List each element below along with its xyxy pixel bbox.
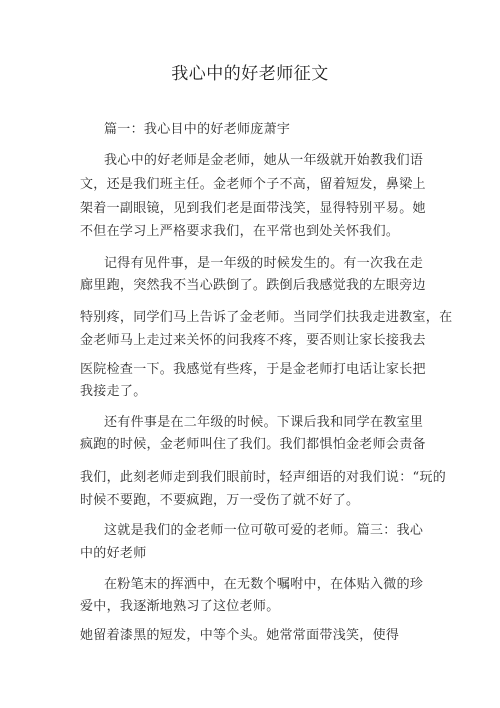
paragraph-line: 这就是我们的金老师一位可敬可爱的老师。篇三：我心	[104, 523, 424, 538]
paragraph-line: 特别疼，同学们马上告诉了金老师。当同学们扶我走进教室，在	[80, 310, 453, 325]
paragraph-line: 记得有见件事，是一年级的时候发生的。有一次我在走	[104, 256, 424, 271]
paragraph-line: 爱中，我逐渐地熟习了这位老师。	[80, 599, 280, 614]
paragraph-line: 廊里跑，突然我不当心跌倒了。跌倒后我感觉我的左眼旁边	[80, 278, 426, 293]
paragraph-line: 还有件事是在二年级的时候。下课后我和同学在教室里	[104, 415, 424, 430]
paragraph-line: 我们，此刻老师走到我们眼前时，轻声细语的对我们说：“玩的	[80, 470, 447, 485]
paragraph-line: 不但在学习上严格要求我们，在平常也到处关怀我们。	[80, 224, 400, 239]
paragraph-line: 中的好老师	[80, 546, 147, 561]
paragraph-line: 她留着漆黑的短发，中等个头。她常常面带浅笑，使得	[80, 628, 400, 643]
paragraph-line: 我接走了。	[80, 384, 147, 399]
document-title: 我心中的好老师征文	[171, 64, 329, 84]
paragraph-line: 在粉笔末的挥洒中，在无数个嘱咐中，在体贴入微的珍	[104, 577, 424, 592]
paragraph-line: 我心中的好老师是金老师，她从一年级就开始教我们语	[104, 153, 424, 168]
paragraph-line: 时候不要跑，不要疯跑，万一受伤了就不好了。	[80, 493, 360, 508]
paragraph-line: 疯跑的时候，金老师叫住了我们。我们都惧怕金老师会责备	[80, 437, 426, 452]
section-heading: 篇一：我心目中的好老师庞萧宇	[104, 122, 291, 137]
paragraph-line: 金老师马上走过来关怀的问我疼不疼，要否则让家长接我去	[80, 333, 426, 348]
paragraph-line: 文，还是我们班主任。金老师个子不高，留着短发，鼻梁上	[80, 177, 426, 192]
paragraph-line: 架着一副眼镜，见到我们老是面带浅笑，显得特别平易。她	[80, 201, 426, 216]
paragraph-line: 医院检查一下。我感觉有些疼，于是金老师打电话让家长把	[80, 362, 426, 377]
